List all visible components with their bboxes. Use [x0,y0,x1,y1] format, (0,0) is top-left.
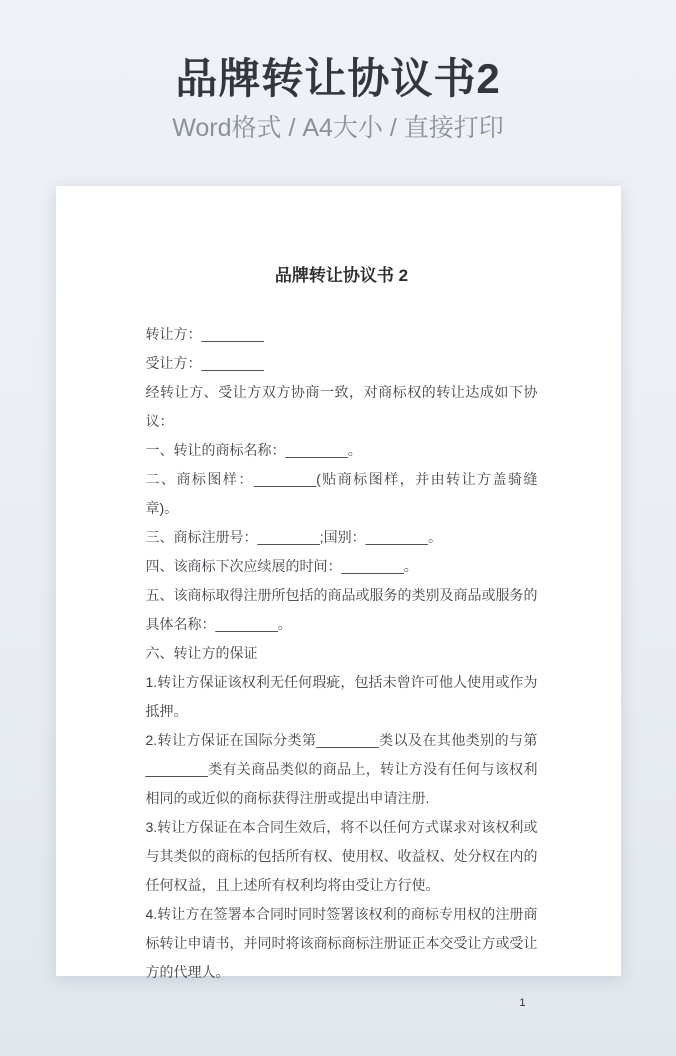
paragraph: 3.转让方保证在本合同生效后，将不以任何方式谋求对该权利或与其类似的商标的包括所有权、使用权、收益权、处分权在内的任何权益，且上述所有权利均将由受让方行使。 [145,819,538,893]
document-preview-page [56,186,621,1009]
paragraph: 2.转让方保证在国际分类第________类以及在其他类别的与第________类有关商品类似的商品上，转让方没有任何与该权利相同的或近似的商标获得注册或提出申请注册. [145,732,538,806]
listing-header [0,0,676,142]
paragraph: 受让方：________ [145,355,264,371]
paragraph: 二、商标图样：________(贴商标图样，并由转让方盖骑缝章)。 [145,471,538,516]
paragraph: 1.转让方保证该权利无任何瑕疵，包括未曾许可他人使用或作为抵押。 [145,674,538,719]
document-title: 品牌转让协议书 2 [274,266,409,285]
paragraph: 四、该商标下次应续展的时间：________。 [145,558,418,574]
document-body [146,320,538,987]
paragraph: 五、该商标取得注册所包括的商品或服务的类别及商品或服务的具体名称：________。 [145,587,538,632]
paragraph: 一、转让的商标名称：________。 [145,442,362,458]
template-format-info: Word格式 / A4大小 / 直接打印 [172,114,504,142]
paragraph: 转让方：________ [145,326,264,342]
template-title: 品牌转让协议书2 [175,55,501,102]
page-number: 1 [519,997,526,1009]
paragraph: 经转让方、受让方双方协商一致，对商标权的转让达成如下协议： [145,384,538,429]
paragraph: 三、商标注册号：________;国别：________。 [145,529,442,545]
paragraph: 六、转让方的保证 [145,645,258,661]
paragraph: 4.转让方在签署本合同时同时签署该权利的商标专用权的注册商标转让申请书，并同时将该商标商标注册证正本交受让方或受让方的代理人。 [145,906,538,980]
